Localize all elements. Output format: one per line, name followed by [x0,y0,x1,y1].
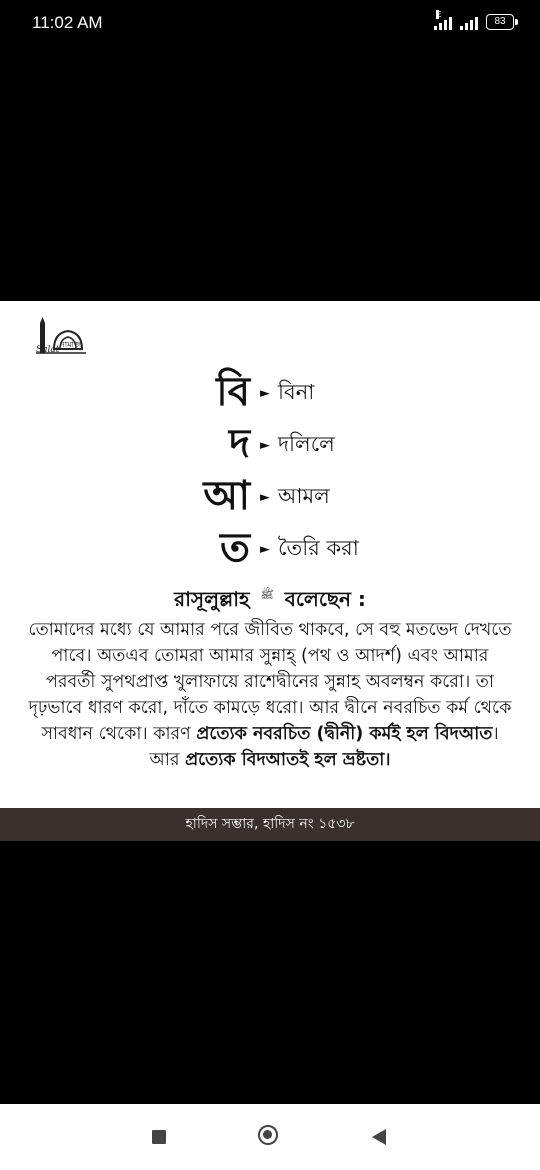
acrostic-word: দলিলে [278,431,335,456]
arrow-right-icon: ► [260,541,270,557]
status-time: 11:02 AM [32,13,103,32]
acrostic-word: আমল [278,483,330,508]
hadith-reference: হাদিস সম্ভার, হাদিস নং ১৫৩৮ [0,808,540,841]
post-image-card [0,301,540,841]
acrostic-list [180,367,440,575]
acrostic-letter: আ [203,472,250,519]
arrow-right-icon: ► [260,437,270,453]
hadith-text [28,617,512,773]
network-type-label: E [436,10,442,19]
status-bar [0,0,540,48]
signal-e-icon [434,10,452,30]
acrostic-word: তৈরি করা [278,535,359,560]
heading-name: রাসূলুল্লাহ [174,587,250,611]
battery-icon: 83 [486,14,514,30]
logo-word-text: নামাজ [60,340,82,349]
hadith-text-part: । আর [149,724,499,770]
hadith-heading [0,585,540,618]
acrostic-letter: বি [216,368,250,415]
status-icons [434,10,514,30]
salawat-symbol: ﷺ [260,588,274,602]
recents-icon[interactable] [152,1130,166,1144]
logo-brand-text: Salat [36,345,60,355]
hadith-text-part: তোমাদের মধ্যে যে আমার পরে জীবিত থাকবে, সে বহু মতভেদ দেখতে পাবে। অতএব তোমরা আমার সুন্নাহ্ (পথ ও আদর্শ) এবং আমার পরবর্তী সুপথপ্রাপ্ত খুলাফায়ে রাশেদ্বীনের সুন্নাহ অবলম্বন করো। তা দৃঢ়ভাবে ধারণ করো, দাঁতে কামড়ে ধরো। আর দ্বীনে নবরচিত কর্ম থেকে সাবধান থেকো। কারণ [28,620,512,744]
signal-icon [460,14,478,30]
back-icon[interactable] [372,1129,386,1145]
acrostic-row [180,523,440,575]
hadith-text-bold: প্রত্যেক নবরচিত (দ্বীনী) কর্মই হল বিদআত [196,724,493,744]
acrostic-word: বিনা [278,379,315,404]
acrostic-letter: দ [228,420,250,467]
acrostic-letter: ত [219,524,250,571]
arrow-right-icon: ► [260,385,270,401]
navigation-bar [0,1104,540,1170]
heading-said: বলেছেন : [284,587,366,611]
hadith-text-bold: প্রত্যেক বিদআতই হল ভ্রষ্টতা। [185,750,391,770]
arrow-right-icon: ► [260,489,270,505]
home-icon[interactable] [258,1125,278,1145]
